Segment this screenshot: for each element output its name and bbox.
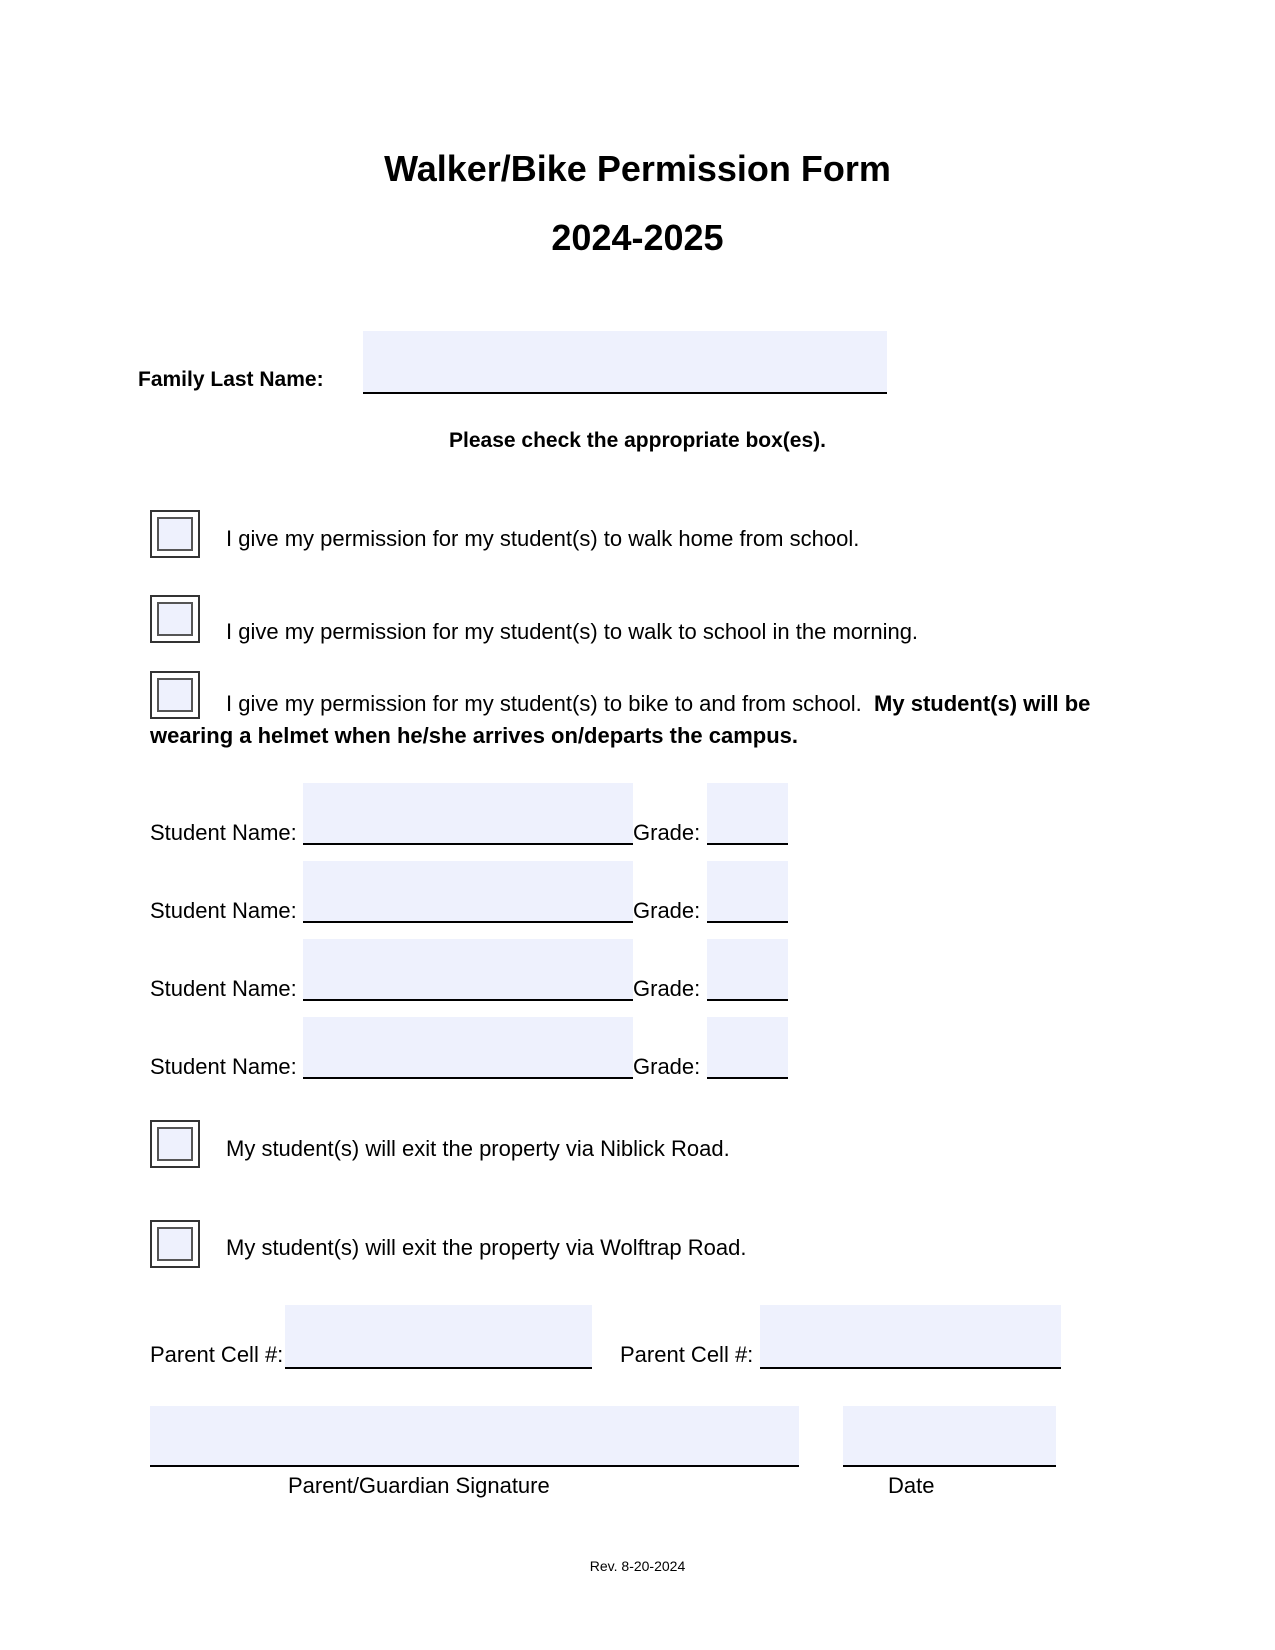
wolftrap-exit-checkbox[interactable] xyxy=(150,1220,200,1268)
student-name-field-4[interactable] xyxy=(303,1017,633,1079)
wolftrap-exit-label: My student(s) will exit the property via Wolftrap Road. xyxy=(226,1235,747,1260)
grade-field-3[interactable] xyxy=(707,939,788,1001)
walk-to-school-label: I give my permission for my student(s) to walk to school in the morning. xyxy=(226,619,919,644)
niblick-exit-label: My student(s) will exit the property via Niblick Road. xyxy=(226,1136,730,1161)
signature-label: Parent/Guardian Signature xyxy=(288,1473,550,1498)
date-label: Date xyxy=(888,1473,935,1498)
bike-label: I give my permission for my student(s) to bike to and from school. xyxy=(226,691,862,716)
walk-home-label: I give my permission for my student(s) to walk home from school. xyxy=(226,526,860,551)
family-last-name-label: Family Last Name: xyxy=(138,368,324,391)
form-year: 2024-2025 xyxy=(551,217,724,258)
instructions-text: Please check the appropriate box(es). xyxy=(449,429,826,452)
walk-home-checkbox[interactable] xyxy=(150,510,200,558)
grade-field-2[interactable] xyxy=(707,861,788,923)
form-title: Walker/Bike Permission Form xyxy=(384,148,891,189)
student-name-label-4: Student Name: xyxy=(150,1054,297,1079)
grade-label-3: Grade: xyxy=(633,976,701,1001)
grade-label-1: Grade: xyxy=(633,820,701,845)
student-name-label-2: Student Name: xyxy=(150,898,297,923)
parent-cell-field-2[interactable] xyxy=(760,1305,1061,1369)
date-field[interactable] xyxy=(843,1406,1056,1467)
student-name-label-3: Student Name: xyxy=(150,976,297,1001)
student-name-field-2[interactable] xyxy=(303,861,633,923)
walk-to-school-checkbox[interactable] xyxy=(150,595,200,643)
niblick-exit-checkbox[interactable] xyxy=(150,1120,200,1168)
parent-cell-field-1[interactable] xyxy=(285,1305,592,1369)
helmet-notice: My student(s) will be wearing a helmet when he/she arrives on/departs the campus. xyxy=(150,691,1091,748)
student-name-label-1: Student Name: xyxy=(150,820,297,845)
grade-field-1[interactable] xyxy=(707,783,788,845)
signature-field[interactable] xyxy=(150,1406,799,1467)
revision-text: Rev. 8-20-2024 xyxy=(589,1558,686,1574)
grade-field-4[interactable] xyxy=(707,1017,788,1079)
grade-label-2: Grade: xyxy=(633,898,701,923)
parent-cell-label-1: Parent Cell #: xyxy=(150,1342,284,1367)
student-name-field-1[interactable] xyxy=(303,783,633,845)
grade-label-4: Grade: xyxy=(633,1054,701,1079)
parent-cell-label-2: Parent Cell #: xyxy=(620,1342,754,1367)
student-name-field-3[interactable] xyxy=(303,939,633,1001)
bike-permission-text xyxy=(150,688,1140,752)
family-last-name-field[interactable] xyxy=(363,331,887,394)
